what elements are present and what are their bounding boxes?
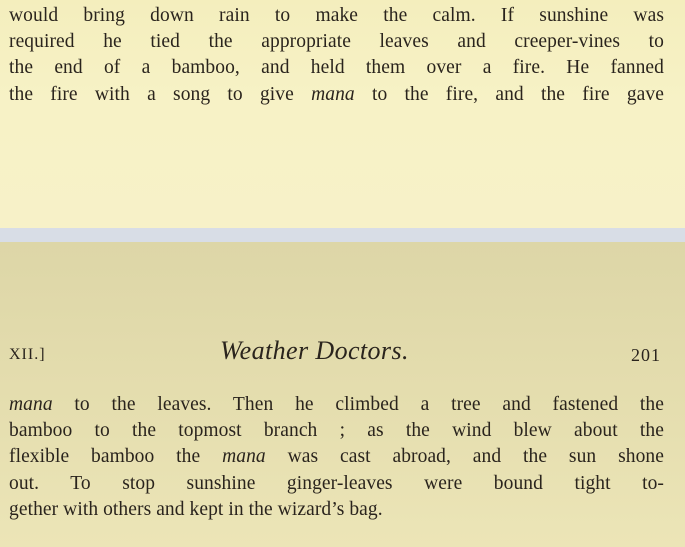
bottom-text-line-2-text: bamboo to the topmost branch ; as the wind blew about the [9,420,664,442]
bottom-text-line-1-suffix: to the leaves. Then he climbed a tree and fastened the [52,394,664,415]
bottom-text-line-4-text: out. To stop sunshine ginger-leaves were bound tight to- [9,472,664,494]
chapter-marker: XII.] [9,346,46,363]
top-text-line-4-suffix: to the fire, and the fire gave [354,83,664,105]
page-gap [0,228,685,242]
top-text-line-3-text: the end of a bamboo, and held them over a fire. He fanned [9,57,664,79]
bottom-text-line-1 [9,392,664,418]
top-text-line-2 [9,29,664,55]
bottom-text-block [9,392,664,523]
top-text-line-4-prefix: the fire with a song to give [9,83,312,105]
page-number: 201 [631,345,661,365]
top-text-line-1-text: would bring down rain to make the calm. If sunshine was [9,5,664,26]
running-title: Weather Doctors. [220,336,409,365]
top-page-fragment [0,0,685,228]
top-text-line-3 [9,55,664,81]
top-text-line-1 [9,3,664,29]
bottom-text-line-5 [9,497,664,523]
top-text-line-4 [9,82,664,108]
bottom-text-line-5-text: gether with others and kept in the wizard’s bag. [9,498,383,520]
bottom-text-line-3-suffix: was cast abroad, and the sun shone [265,446,664,468]
bottom-text-line-3-italic-word: mana [222,446,266,468]
page-header [9,336,661,370]
bottom-text-line-1-italic-word: mana [9,394,53,415]
top-text-line-2-text: required he tied the appropriate leaves and creeper-vines to [9,31,664,53]
bottom-text-line-2 [9,418,664,444]
bottom-text-line-3-prefix: flexible bamboo the [9,446,223,468]
bottom-text-line-4 [9,471,664,497]
bottom-text-line-3 [9,444,664,470]
top-text-block [9,3,664,108]
top-text-line-4-italic-word: mana [311,83,355,105]
